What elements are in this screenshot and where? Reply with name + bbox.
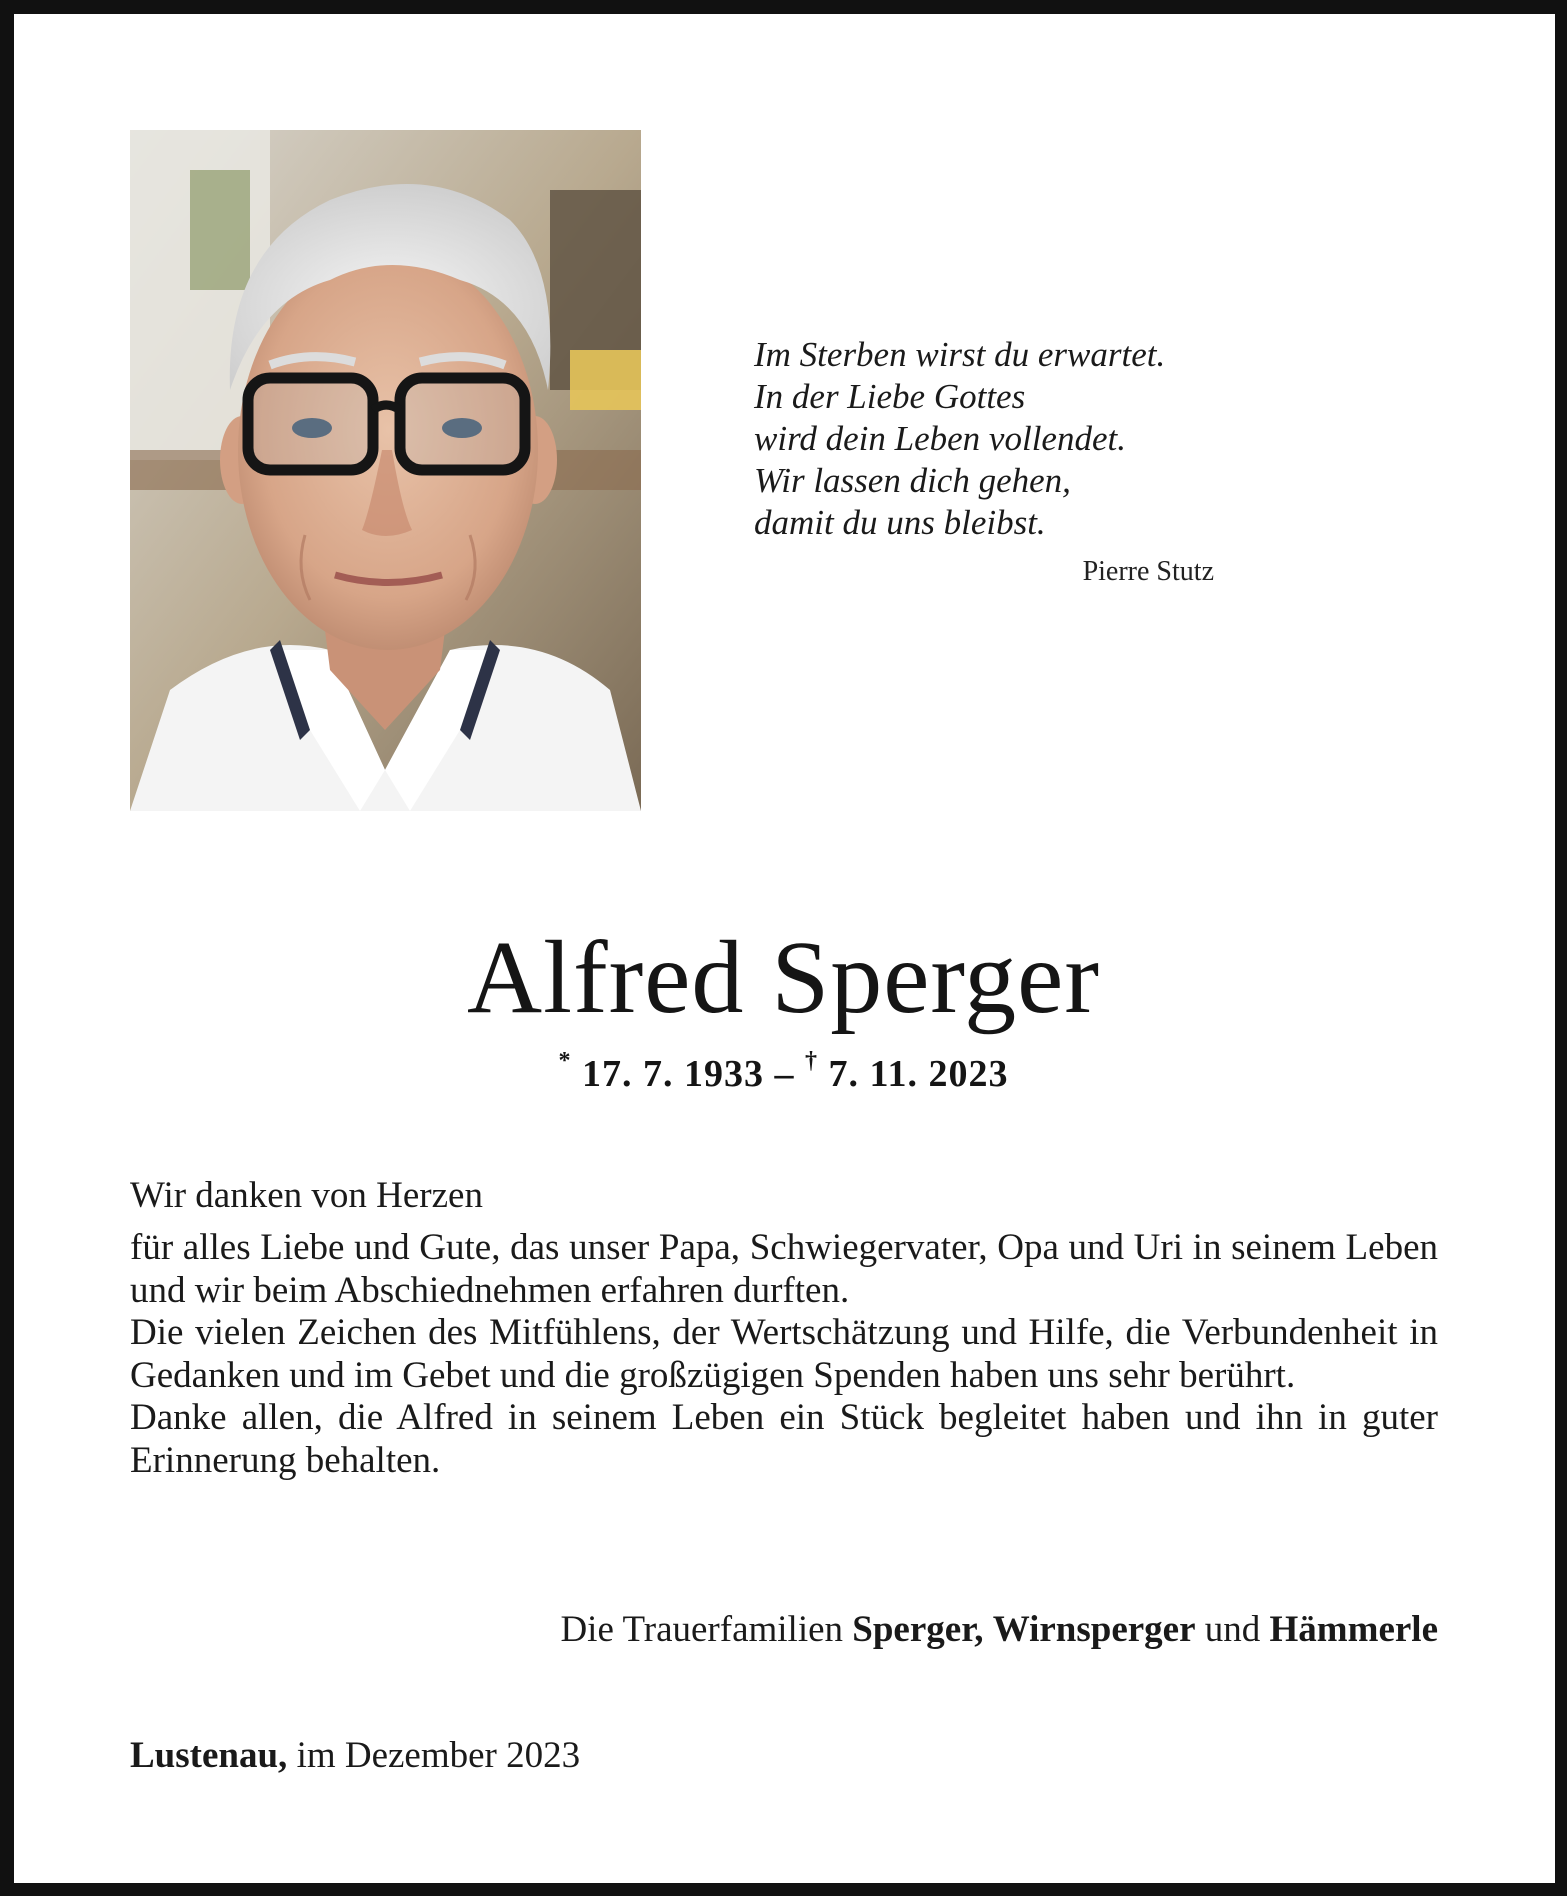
family-signature: [130, 1608, 1438, 1651]
quote-line: In der Liebe Gottes: [754, 377, 1026, 416]
quote-line: damit du uns bleibst.: [754, 503, 1046, 542]
thanks-heading: Wir danken von Herzen: [130, 1175, 483, 1216]
quote-line: Im Sterben wirst du erwartet.: [754, 335, 1166, 374]
life-dates: [0, 1048, 1567, 1096]
place-city: Lustenau,: [130, 1735, 288, 1776]
birth-date: 17. 7. 1933: [582, 1053, 765, 1095]
death-date: 7. 11. 2023: [828, 1053, 1009, 1095]
thanks-paragraph: Die vielen Zeichen des Mitfühlens, der Wertschätzung und Hilfe, die Verbundenheit in Gedanken und im Gebet und die großzügigen Spenden haben uns sehr berührt.: [130, 1312, 1438, 1396]
quote-line: wird dein Leben vollendet.: [754, 419, 1126, 458]
quote-line: Wir lassen dich gehen,: [754, 461, 1071, 500]
family-name-2: Wirnsperger: [992, 1609, 1196, 1650]
quote-author: Pierre Stutz: [1082, 556, 1214, 587]
birth-symbol: *: [558, 1048, 572, 1075]
deceased-name: Alfred Sperger: [467, 920, 1100, 1035]
date-separator: –: [764, 1053, 806, 1095]
family-name-1: Sperger,: [852, 1609, 984, 1650]
family-name-3: Hämmerle: [1269, 1609, 1438, 1650]
thanks-paragraph: Danke allen, die Alfred in seinem Leben ein Stück begleitet haben und ihn in guter Erinnerung behalten.: [130, 1397, 1438, 1481]
portrait-photo: [130, 130, 641, 811]
thanks-paragraph: für alles Liebe und Gute, das unser Papa, Schwiegervater, Opa und Uri in seinem Leben und wir beim Abschiednehmen erfahren durften.: [130, 1227, 1438, 1311]
death-symbol: †: [805, 1048, 819, 1075]
place-date: im Dezember 2023: [287, 1735, 581, 1776]
signature-connector: und: [1195, 1609, 1270, 1650]
signature-space: [983, 1609, 992, 1650]
place-and-date: [130, 1734, 580, 1777]
signature-prefix: Die Trauerfamilien: [560, 1609, 853, 1650]
memorial-quote: [754, 334, 1274, 544]
thanks-text: [130, 1227, 1438, 1482]
